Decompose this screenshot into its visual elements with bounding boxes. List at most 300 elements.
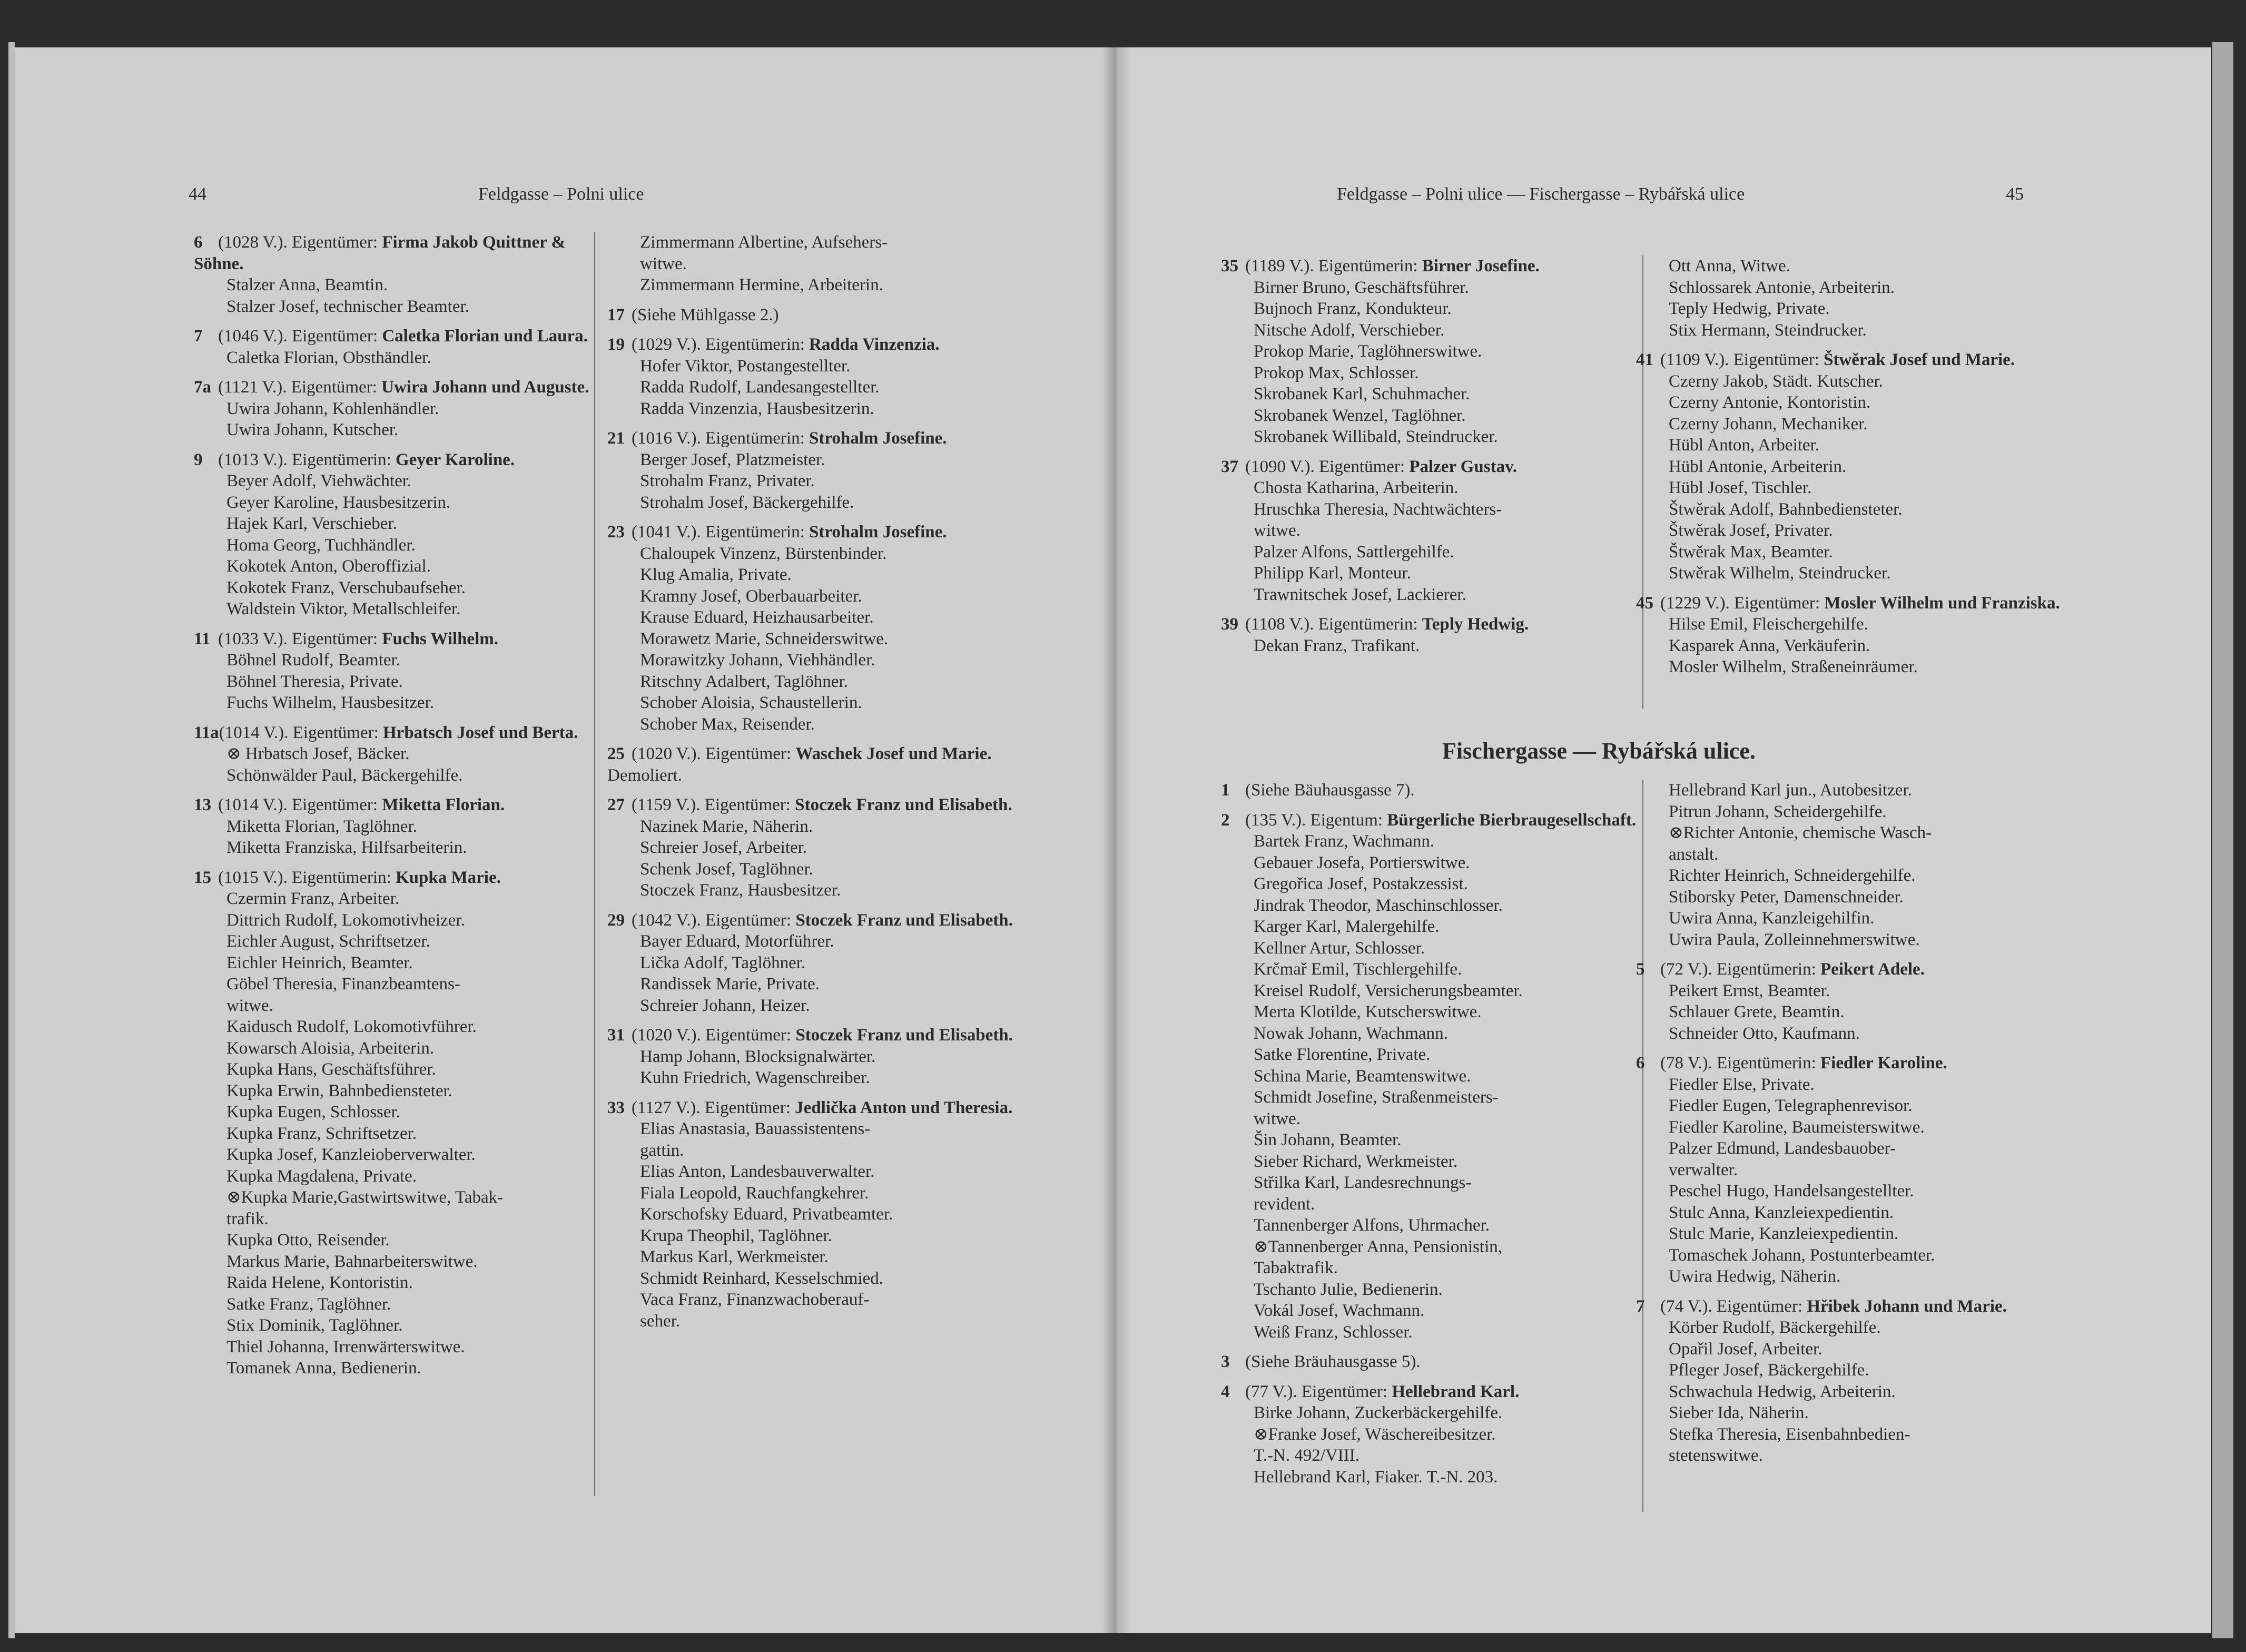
page-edge-left [8, 42, 15, 1638]
resident-line: Štwěrak Adolf, Bahnbediensteter. [1669, 499, 1903, 519]
resident-line: Stoczek Franz, Hausbesitzer. [640, 881, 841, 900]
resident-line: Stix Dominik, Taglöhner. [226, 1316, 403, 1335]
resident-line: Strohalm Franz, Privater. [640, 471, 815, 490]
resident-line: Bujnoch Franz, Kondukteur. [1254, 299, 1452, 318]
resident-line: Ott Anna, Witwe. [1669, 257, 1790, 276]
resident-line: Stiborsky Peter, Damenschneider. [1669, 887, 1904, 907]
resident-line: Miketta Franziska, Hilfsarbeiterin. [226, 838, 467, 857]
entry-heading [607, 334, 1018, 356]
owner-name: Miketta Florian. [382, 795, 505, 814]
resident-line: Gregořica Josef, Postakzessist. [1254, 874, 1468, 893]
resident-line: Körber Rudolf, Bäckergehilfe. [1669, 1318, 1881, 1337]
entry-heading [194, 449, 599, 471]
entry-details: (74 V.). Eigentümer: [1660, 1296, 1807, 1316]
resident-line: Fiedler Else, Private. [1669, 1075, 1815, 1094]
resident-line: Hellebrand Karl jun., Autobesitzer. [1669, 781, 1912, 800]
resident-line: Kupka Hans, Geschäftsführer. [226, 1060, 436, 1079]
resident-line: Jindrak Theodor, Maschinschlosser. [1254, 896, 1503, 915]
house-number: 5 [1636, 960, 1645, 979]
house-number: 27 [607, 795, 625, 814]
house-number: 7 [1636, 1296, 1645, 1316]
entry-details: (135 V.). Eigentum: [1245, 810, 1387, 830]
resident-line: Klug Amalia, Private. [640, 565, 792, 584]
resident-line: Ritschny Adalbert, Taglöhner. [640, 672, 848, 691]
resident-line: Kupka Otto, Reisender. [226, 1231, 390, 1250]
owner-name: Palzer Gustav. [1409, 457, 1518, 476]
house-number: 33 [607, 1098, 625, 1117]
resident-line: Kramny Josef, Oberbauarbeiter. [640, 586, 862, 606]
resident-line: Hajek Karl, Verschieber. [226, 514, 397, 533]
house-entry [607, 1025, 1018, 1089]
entry-heading [194, 722, 599, 744]
entry-details: (1033 V.). Eigentümer: [218, 629, 382, 648]
resident-line: Zimmermann Albertine, Aufsehers- [640, 233, 888, 252]
house-number: 7 [194, 327, 203, 346]
resident-line: Skrobanek Karl, Schuhmacher. [1254, 385, 1470, 404]
resident-line: ⊗ Hrbatsch Josef, Bäcker. [226, 744, 410, 763]
entry-details: (1042 V.). Eigentümer: [632, 910, 796, 930]
entry-details: (1189 V.). Eigentümerin: [1245, 257, 1422, 276]
house-entry [1221, 456, 1637, 606]
resident-line: ⊗Tannenberger Anna, Pensionistin, [1254, 1237, 1502, 1256]
resident-line: Geyer Karoline, Hausbesitzerin. [226, 493, 451, 512]
resident-line: Böhnel Theresia, Private. [226, 672, 403, 691]
house-number: 31 [607, 1026, 625, 1045]
house-entry [607, 232, 1018, 296]
entry-details: (Siehe Mühlgasse 2.) [632, 305, 779, 324]
entry-heading [1636, 1053, 2068, 1074]
entry-details: (1028 V.). Eigentümer: [218, 233, 382, 252]
page-header: Feldgasse – Polni ulice [478, 184, 644, 204]
house-number: 9 [194, 450, 203, 469]
resident-line: Hübl Josef, Tischler. [1669, 478, 1812, 497]
owner-name: Birner Josefine. [1422, 257, 1540, 276]
resident-line: Caletka Florian, Obsthändler. [226, 348, 431, 367]
resident-line: Hilse Emil, Fleischergehilfe. [1669, 615, 1868, 634]
house-entry [1636, 1296, 2068, 1467]
resident-line: Uwira Anna, Kanzleigehilfin. [1669, 909, 1875, 928]
house-number: 29 [607, 910, 625, 930]
left-page [15, 47, 1116, 1633]
resident-line: Pitrun Johann, Scheidergehilfe. [1669, 802, 1887, 821]
resident-line: Kaidusch Rudolf, Lokomotivführer. [226, 1017, 477, 1036]
resident-line: Schwachula Hedwig, Arbeiterin. [1669, 1382, 1896, 1401]
resident-line: Uwira Hedwig, Näherin. [1669, 1267, 1841, 1286]
resident-line: Fuchs Wilhelm, Hausbesitzer. [226, 693, 435, 712]
entry-heading [1636, 959, 2068, 980]
resident-line: Merta Klotilde, Kutscherswitwe. [1254, 1002, 1482, 1021]
house-entry [1221, 1351, 1637, 1373]
entry-heading [607, 1097, 1018, 1119]
resident-line: Peikert Ernst, Beamter. [1669, 981, 1830, 1000]
entry-details: (1014 V.). Eigentümer: [219, 723, 383, 742]
house-number: 39 [1221, 615, 1238, 634]
owner-name: Hellebrand Karl. [1392, 1382, 1520, 1401]
house-number: 3 [1221, 1352, 1230, 1371]
resident-line: Zimmermann Hermine, Arbeiterin. [640, 276, 883, 294]
house-entry [1636, 959, 2068, 1044]
owner-name: Teply Hedwig. [1422, 615, 1529, 634]
house-number: 11a [194, 723, 219, 742]
resident-line: Štwěrak Josef, Privater. [1669, 521, 1833, 540]
owner-name: Strohalm Josefine. [809, 523, 947, 542]
resident-line: Eichler Heinrich, Beamter. [226, 953, 413, 972]
right-column-3 [1221, 780, 1637, 1496]
resident-line: trafik. [226, 1209, 269, 1228]
resident-line: Stulc Marie, Kanzleiexpedientin. [1669, 1224, 1899, 1243]
entry-details: (77 V.). Eigentümer: [1245, 1382, 1392, 1401]
resident-line: Strohalm Josef, Bäckergehilfe. [640, 493, 854, 512]
resident-line: Stwěrak Wilhelm, Steindrucker. [1669, 564, 1891, 583]
owner-name: Caletka Florian und Laura. [382, 327, 588, 346]
resident-line: Schreier Josef, Arbeiter. [640, 838, 807, 857]
resident-line: Satke Florentine, Private. [1254, 1045, 1431, 1064]
house-number: 35 [1221, 257, 1238, 276]
resident-line: Nowak Johann, Wachmann. [1254, 1024, 1448, 1043]
resident-line: Fiedler Eugen, Telegraphenrevisor. [1669, 1096, 1913, 1115]
resident-line: Trawnitschek Josef, Lackierer. [1254, 585, 1466, 604]
house-number: 15 [194, 868, 211, 887]
entry-details: (1090 V.). Eigentümer: [1245, 457, 1410, 476]
house-entry [607, 743, 1018, 786]
resident-line: Böhnel Rudolf, Beamter. [226, 651, 400, 670]
resident-line: Hofer Viktor, Postangestellter. [640, 356, 851, 376]
entry-heading [607, 522, 1018, 543]
owner-name: Firma Jakob Quittner & Söhne. [194, 233, 566, 273]
resident-line: Stalzer Anna, Beamtin. [226, 276, 388, 294]
resident-line: Schmidt Reinhard, Kesselschmied. [640, 1268, 883, 1288]
entry-details: (1041 V.). Eigentümerin: [632, 523, 809, 542]
resident-line: witwe. [1254, 521, 1301, 540]
entry-details: (1108 V.). Eigentümerin: [1245, 615, 1422, 634]
resident-line: ⊗Kupka Marie,Gastwirtswitwe, Tabak- [226, 1188, 504, 1207]
entry-details: (Siehe Bäuhausgasse 7). [1245, 781, 1415, 800]
resident-line: Schober Max, Reisender. [640, 714, 815, 734]
resident-line: Elias Anastasia, Bauassistentens- [640, 1119, 871, 1138]
owner-name: Hřibek Johann und Marie. [1807, 1296, 2007, 1316]
house-entry [194, 377, 599, 441]
entry-details: (1109 V.). Eigentümer: [1660, 350, 1824, 369]
resident-line: Pfleger Josef, Bäckergehilfe. [1669, 1361, 1869, 1380]
entry-details: (1013 V.). Eigentümerin: [218, 450, 396, 469]
resident-line: Schreier Johann, Heizer. [640, 996, 810, 1015]
house-entry [1636, 349, 2068, 584]
column-rule [594, 232, 595, 1496]
house-entry [194, 867, 599, 1379]
owner-name: Uwira Johann und Auguste. [381, 378, 589, 397]
entry-details: (1127 V.). Eigentümer: [632, 1098, 795, 1117]
resident-line: Dittrich Rudolf, Lokomotivheizer. [226, 910, 465, 930]
resident-line: anstalt. [1669, 844, 1719, 864]
resident-line: Prokop Marie, Taglöhnerswitwe. [1254, 342, 1482, 361]
entry-details: (1121 V.). Eigentümer: [218, 378, 382, 397]
house-number: 11 [194, 629, 211, 648]
house-number: 41 [1636, 350, 1653, 369]
house-number: 2 [1221, 810, 1230, 830]
house-number: 37 [1221, 457, 1238, 476]
resident-line: Eichler August, Schriftsetzer. [226, 932, 430, 951]
resident-line: Berger Josef, Platzmeister. [640, 450, 825, 469]
resident-line: seher. [640, 1311, 681, 1331]
owner-name: Fiedler Karoline. [1820, 1054, 1947, 1073]
resident-line: Nazinek Marie, Näherin. [640, 817, 813, 836]
house-entry [1221, 810, 1637, 1343]
resident-line: Sieber Richard, Werkmeister. [1254, 1152, 1458, 1171]
resident-line: Schmidt Josefine, Straßenmeisters- [1254, 1088, 1499, 1107]
owner-name: Stoczek Franz und Elisabeth. [795, 910, 1013, 930]
house-number: 6 [194, 233, 203, 252]
house-entry [1636, 255, 2068, 341]
entry-details: (1159 V.). Eigentümer: [632, 795, 795, 814]
house-number: 25 [607, 744, 625, 763]
entry-heading [194, 867, 599, 889]
resident-line: Kupka Josef, Kanzleioberverwalter. [226, 1145, 476, 1164]
house-entry [1636, 780, 2068, 950]
entry-heading [607, 1025, 1018, 1046]
entry-heading [1221, 780, 1637, 801]
resident-line: Tannenberger Alfons, Uhrmacher. [1254, 1216, 1490, 1235]
resident-line: witwe. [226, 996, 273, 1015]
entry-heading [1636, 1296, 2068, 1317]
right-page [1116, 47, 2211, 1633]
resident-line: Kupka Franz, Schriftsetzer. [226, 1124, 417, 1143]
resident-line: Morawetz Marie, Schneiderswitwe. [640, 629, 889, 648]
book-gutter [1104, 47, 1130, 1633]
house-entry [607, 522, 1018, 735]
page-number: 44 [189, 184, 206, 204]
entry-details: (1229 V.). Eigentümer: [1660, 593, 1825, 613]
house-entry [1221, 614, 1637, 656]
entry-details: (1016 V.). Eigentümerin: [632, 429, 809, 448]
resident-line: Vaca Franz, Finanzwachoberauf- [640, 1290, 870, 1309]
page-number: 45 [2006, 184, 2024, 204]
house-entry [194, 628, 599, 714]
owner-name: Waschek Josef und Marie. [795, 744, 992, 763]
right-column-1 [1221, 255, 1637, 665]
entry-heading [1221, 255, 1637, 277]
resident-line: Kuhn Friedrich, Wagenschreiber. [640, 1068, 870, 1087]
resident-line: Elias Anton, Landesbauverwalter. [640, 1162, 875, 1181]
left-column-1 [194, 232, 599, 1388]
owner-name: Jedlička Anton und Theresia. [795, 1098, 1013, 1117]
resident-line: revident. [1254, 1194, 1315, 1214]
owner-name: Peikert Adele. [1820, 960, 1925, 979]
resident-line: Richter Heinrich, Schneidergehilfe. [1669, 866, 1916, 885]
right-column-4 [1636, 780, 2068, 1475]
resident-line: Krupa Theophil, Taglöhner. [640, 1226, 832, 1245]
entry-heading [1221, 1381, 1637, 1403]
house-entry [607, 794, 1018, 901]
resident-line: Bayer Eduard, Motorführer. [640, 932, 834, 951]
resident-line: Stefka Theresia, Eisenbahnbedien- [1669, 1424, 1910, 1444]
resident-line: Raida Helene, Kontoristin. [226, 1273, 413, 1292]
owner-name: Radda Vinzenzia. [809, 335, 940, 354]
house-entry [194, 722, 599, 786]
resident-line: Philipp Karl, Monteur. [1254, 564, 1411, 583]
right-column-2 [1636, 255, 2068, 686]
resident-line: Kupka Eugen, Schlosser. [226, 1103, 400, 1122]
owner-name: Štwěrak Josef und Marie. [1824, 350, 2015, 369]
entry-details: (1014 V.). Eigentümer: [218, 795, 382, 814]
page-header: Feldgasse – Polni ulice — Fischergasse – Rybářská ulice [1337, 184, 1745, 204]
house-entry [607, 428, 1018, 513]
house-entry [1636, 593, 2068, 678]
resident-line: Teply Hedwig, Private. [1669, 299, 1830, 318]
resident-line: Stix Hermann, Steindrucker. [1669, 320, 1867, 340]
resident-line: Uwira Johann, Kohlenhändler. [226, 399, 439, 418]
house-entry [1221, 255, 1637, 448]
house-entry [194, 326, 599, 368]
house-number: 4 [1221, 1382, 1230, 1401]
resident-line: Markus Marie, Bahnarbeiterswitwe. [226, 1252, 478, 1271]
resident-line: Štwěrak Max, Beamter. [1669, 542, 1833, 562]
entry-heading [194, 628, 599, 650]
resident-line: Opařil Josef, Arbeiter. [1669, 1339, 1823, 1359]
entry-heading [194, 794, 599, 816]
resident-line: Uwira Johann, Kutscher. [226, 420, 399, 439]
owner-name: Mosler Wilhelm und Franziska. [1824, 593, 2060, 613]
resident-line: Bartek Franz, Wachmann. [1254, 832, 1435, 851]
resident-line: stetenswitwe. [1669, 1446, 1763, 1465]
house-number: 21 [607, 429, 625, 448]
entry-details: (1020 V.). Eigentümer: [632, 1026, 796, 1045]
resident-line: Karger Karl, Malergehilfe. [1254, 917, 1440, 936]
resident-line: Weiß Franz, Schlosser. [1254, 1322, 1413, 1342]
resident-line: Radda Vinzenzia, Hausbesitzerin. [640, 399, 874, 418]
resident-line: Birner Bruno, Geschäftsführer. [1254, 278, 1469, 297]
resident-line: Chosta Katharina, Arbeiterin. [1254, 478, 1459, 497]
entry-heading [607, 428, 1018, 449]
entry-details: (1029 V.). Eigentümerin: [632, 335, 809, 354]
resident-line: Czerny Antonie, Kontoristin. [1669, 393, 1871, 412]
resident-line: witwe. [1254, 1109, 1301, 1128]
entry-details: (72 V.). Eigentümerin: [1660, 960, 1820, 979]
house-entry [1636, 1053, 2068, 1287]
resident-line: Stulc Anna, Kanzleiexpedientin. [1669, 1203, 1894, 1222]
resident-line: gattin. [640, 1140, 684, 1160]
house-entry [607, 910, 1018, 1017]
resident-line: Kowarsch Aloisia, Arbeiterin. [226, 1038, 435, 1058]
resident-line: Hruschka Theresia, Nachtwächters- [1254, 499, 1502, 519]
resident-line: Kasparek Anna, Verkäuferin. [1669, 636, 1870, 655]
resident-line: Peschel Hugo, Handelsangestellter. [1669, 1182, 1914, 1201]
resident-line: Morawitzky Johann, Viehhändler. [640, 651, 875, 670]
resident-line: witwe. [640, 254, 687, 273]
entry-details: (Siehe Bräuhausgasse 5). [1245, 1352, 1421, 1371]
resident-line: Nitsche Adolf, Verschieber. [1254, 320, 1445, 340]
entry-heading [1221, 614, 1637, 635]
section-title: Fischergasse — Rybářská ulice. [1442, 738, 1756, 764]
resident-line: Schlossarek Antonie, Arbeiterin. [1669, 278, 1895, 297]
resident-line: Tomanek Anna, Bedienerin. [226, 1359, 421, 1378]
entry-heading [1221, 1351, 1637, 1373]
entry-heading [194, 326, 599, 347]
resident-line: ⊗Richter Antonie, chemische Wasch- [1669, 823, 1932, 842]
resident-line: Satke Franz, Taglöhner. [226, 1294, 391, 1314]
resident-line: Chaloupek Vinzenz, Bürstenbinder. [640, 544, 887, 563]
resident-line: T.-N. 492/VIII. [1254, 1446, 1360, 1465]
resident-line: Fiedler Karoline, Baumeisterswitwe. [1669, 1117, 1925, 1137]
house-number: 17 [607, 305, 625, 324]
resident-line: Schenk Josef, Taglöhner. [640, 859, 813, 879]
owner-name: Hrbatsch Josef und Berta. [383, 723, 578, 742]
resident-line: Schlauer Grete, Beamtin. [1669, 1002, 1845, 1021]
entry-heading [1636, 349, 2068, 371]
owner-name: Bürgerliche Bierbraugesellschaft. [1387, 810, 1637, 830]
house-entry [607, 304, 1018, 326]
resident-line: Korschofsky Eduard, Privatbeamter. [640, 1205, 893, 1224]
house-entry [194, 449, 599, 620]
house-number: 7a [194, 378, 211, 397]
owner-name: Strohalm Josefine. [809, 429, 947, 448]
house-number: 1 [1221, 781, 1230, 800]
owner-name: Fuchs Wilhelm. [382, 629, 498, 648]
resident-line: Uwira Paula, Zolleinnehmerswitwe. [1669, 930, 1920, 949]
page-edge-right [2212, 42, 2233, 1638]
resident-line: Kokotek Franz, Verschubaufseher. [226, 578, 466, 597]
resident-line: Schönwälder Paul, Bäckergehilfe. [226, 765, 463, 785]
resident-line: Palzer Alfons, Sattlergehilfe. [1254, 542, 1454, 562]
resident-line: Homa Georg, Tuchhändler. [226, 535, 416, 555]
resident-line: Hübl Anton, Arbeiter. [1669, 436, 1819, 455]
owner-name: Kupka Marie. [396, 868, 501, 887]
resident-line: Tomaschek Johann, Postunterbeamter. [1669, 1245, 1935, 1265]
resident-line: Střilka Karl, Landesrechnungs- [1254, 1173, 1472, 1192]
entry-details: (78 V.). Eigentümerin: [1660, 1054, 1820, 1073]
resident-line: Vokál Josef, Wachmann. [1254, 1301, 1425, 1320]
owner-name: Geyer Karoline. [396, 450, 515, 469]
house-entry [607, 1097, 1018, 1332]
resident-line: Czerny Jakob, Städt. Kutscher. [1669, 371, 1883, 391]
resident-line: Miketta Florian, Taglöhner. [226, 817, 417, 836]
house-entry [1221, 780, 1637, 801]
resident-line: Randissek Marie, Private. [640, 975, 820, 994]
resident-line: Markus Karl, Werkmeister. [640, 1247, 829, 1266]
resident-line: Gebauer Josefa, Portierswitwe. [1254, 853, 1470, 872]
resident-line: Kupka Erwin, Bahnbediensteter. [226, 1081, 452, 1100]
resident-line: Göbel Theresia, Finanzbeamtens- [226, 975, 460, 994]
resident-line: Skrobanek Wenzel, Taglöhner. [1254, 406, 1466, 425]
entry-heading [607, 794, 1018, 816]
house-entry [194, 794, 599, 859]
entry-heading [607, 304, 1018, 326]
house-number: 45 [1636, 593, 1653, 613]
entry-heading [1636, 593, 2068, 614]
entry-details: (1020 V.). Eigentümer: [632, 744, 796, 763]
resident-line: Czermin Franz, Arbeiter. [226, 889, 400, 908]
resident-line: Stalzer Josef, technischer Beamter. [226, 297, 469, 316]
entry-heading [1221, 456, 1637, 478]
house-number: 23 [607, 523, 625, 542]
resident-line: Czerny Johann, Mechaniker. [1669, 414, 1868, 434]
resident-line: Šin Johann, Beamter. [1254, 1130, 1402, 1149]
entry-heading [194, 377, 599, 398]
resident-line: Thiel Johanna, Irrenwärterswitwe. [226, 1337, 465, 1356]
house-entry [194, 232, 599, 317]
resident-line: Schina Marie, Beamtenswitwe. [1254, 1066, 1471, 1086]
resident-line: Kellner Artur, Schlosser. [1254, 938, 1425, 958]
resident-line: Tabaktrafik. [1254, 1258, 1338, 1277]
house-entry [607, 334, 1018, 419]
resident-line: Beyer Adolf, Viehwächter. [226, 471, 412, 490]
resident-line: Kupka Magdalena, Private. [226, 1166, 417, 1186]
resident-line: Dekan Franz, Trafikant. [1254, 636, 1420, 655]
resident-line: Skrobanek Willibald, Steindrucker. [1254, 427, 1498, 446]
entry-heading [194, 232, 599, 274]
entry-heading [607, 743, 1018, 786]
resident-line: Prokop Max, Schlosser. [1254, 363, 1419, 382]
resident-line: Kreisel Rudolf, Versicherungsbeamter. [1254, 981, 1523, 1000]
